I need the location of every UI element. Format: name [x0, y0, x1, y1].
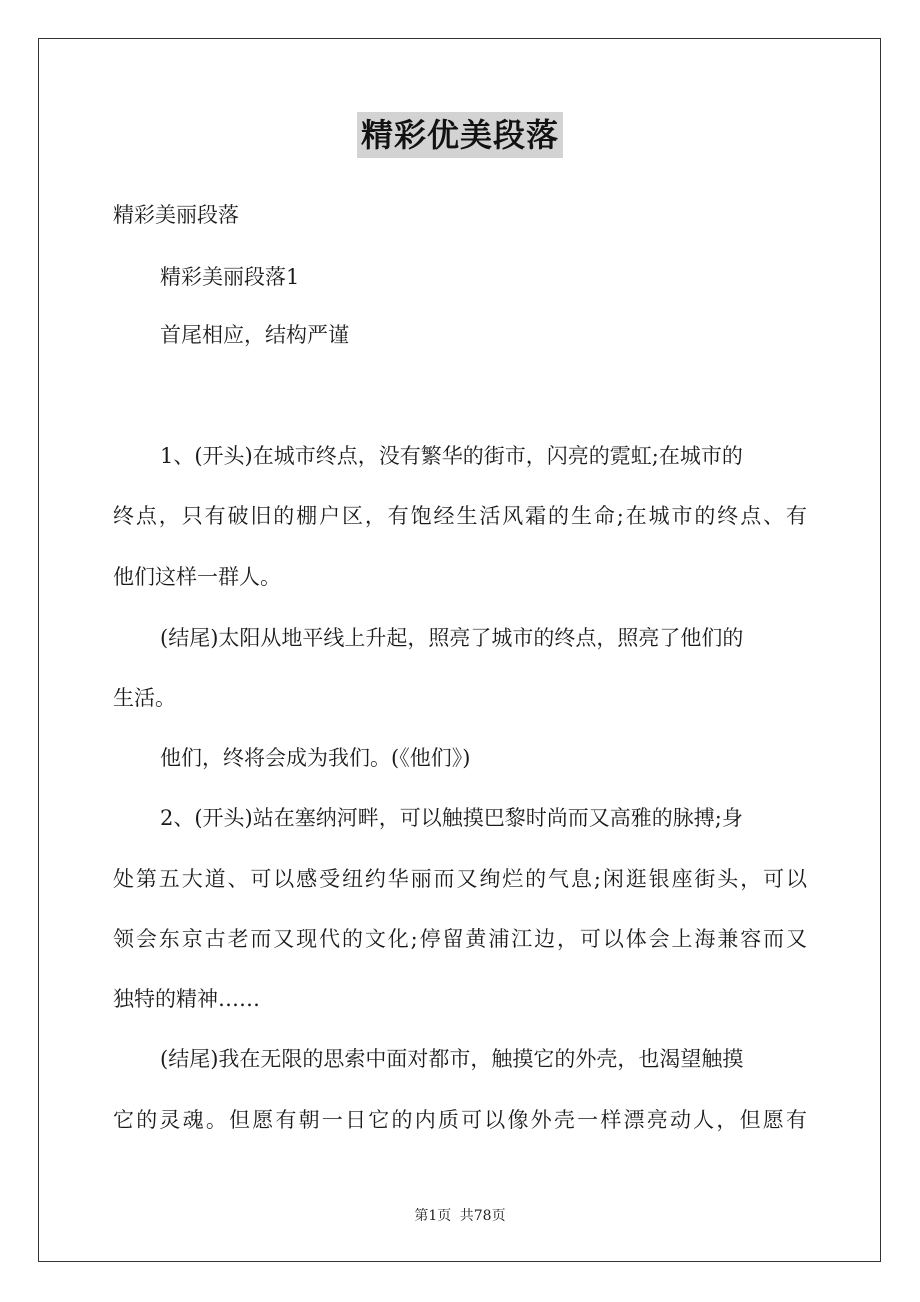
paragraph-line: 独特的精神……: [113, 987, 260, 1011]
page-number: 第1页: [414, 1208, 452, 1224]
document-title: 精彩优美段落: [357, 112, 563, 158]
paragraph-line: 他们这样一群人。: [113, 565, 281, 589]
title-container: [0, 112, 920, 158]
paragraph-line: 它的灵魂。但愿有朝一日它的内质可以像外壳一样漂亮动人，但愿有: [113, 1108, 807, 1132]
document-subtitle: 精彩美丽段落: [113, 203, 239, 227]
paragraph-line: 处第五大道、可以感受纽约华丽而又绚烂的气息;闲逛银座街头，可以: [113, 867, 807, 891]
page-total: 共78页: [459, 1208, 506, 1224]
paragraph-line: 他们，终将会成为我们。(《他们》): [160, 746, 471, 770]
paragraph-line: 2、(开头)站在塞纳河畔，可以触摸巴黎时尚而又高雅的脉搏;身: [160, 806, 743, 830]
page-footer: [0, 1206, 920, 1226]
paragraph-line: 终点，只有破旧的棚户区，有饱经生活风霜的生命;在城市的终点、有: [113, 504, 807, 528]
paragraph-line: 领会东京古老而又现代的文化;停留黄浦江边，可以体会上海兼容而又: [113, 927, 807, 951]
paragraph-line: (结尾)太阳从地平线上升起，照亮了城市的终点，照亮了他们的: [160, 626, 744, 650]
section-heading: 精彩美丽段落1: [160, 265, 300, 289]
section-subheading: 首尾相应，结构严谨: [160, 323, 349, 347]
paragraph-line: 生活。: [113, 686, 176, 710]
paragraph-line: 1、(开头)在城市终点，没有繁华的街市，闪亮的霓虹;在城市的: [160, 444, 743, 468]
paragraph-line: (结尾)我在无限的思索中面对都市，触摸它的外壳，也渴望触摸: [160, 1047, 744, 1071]
